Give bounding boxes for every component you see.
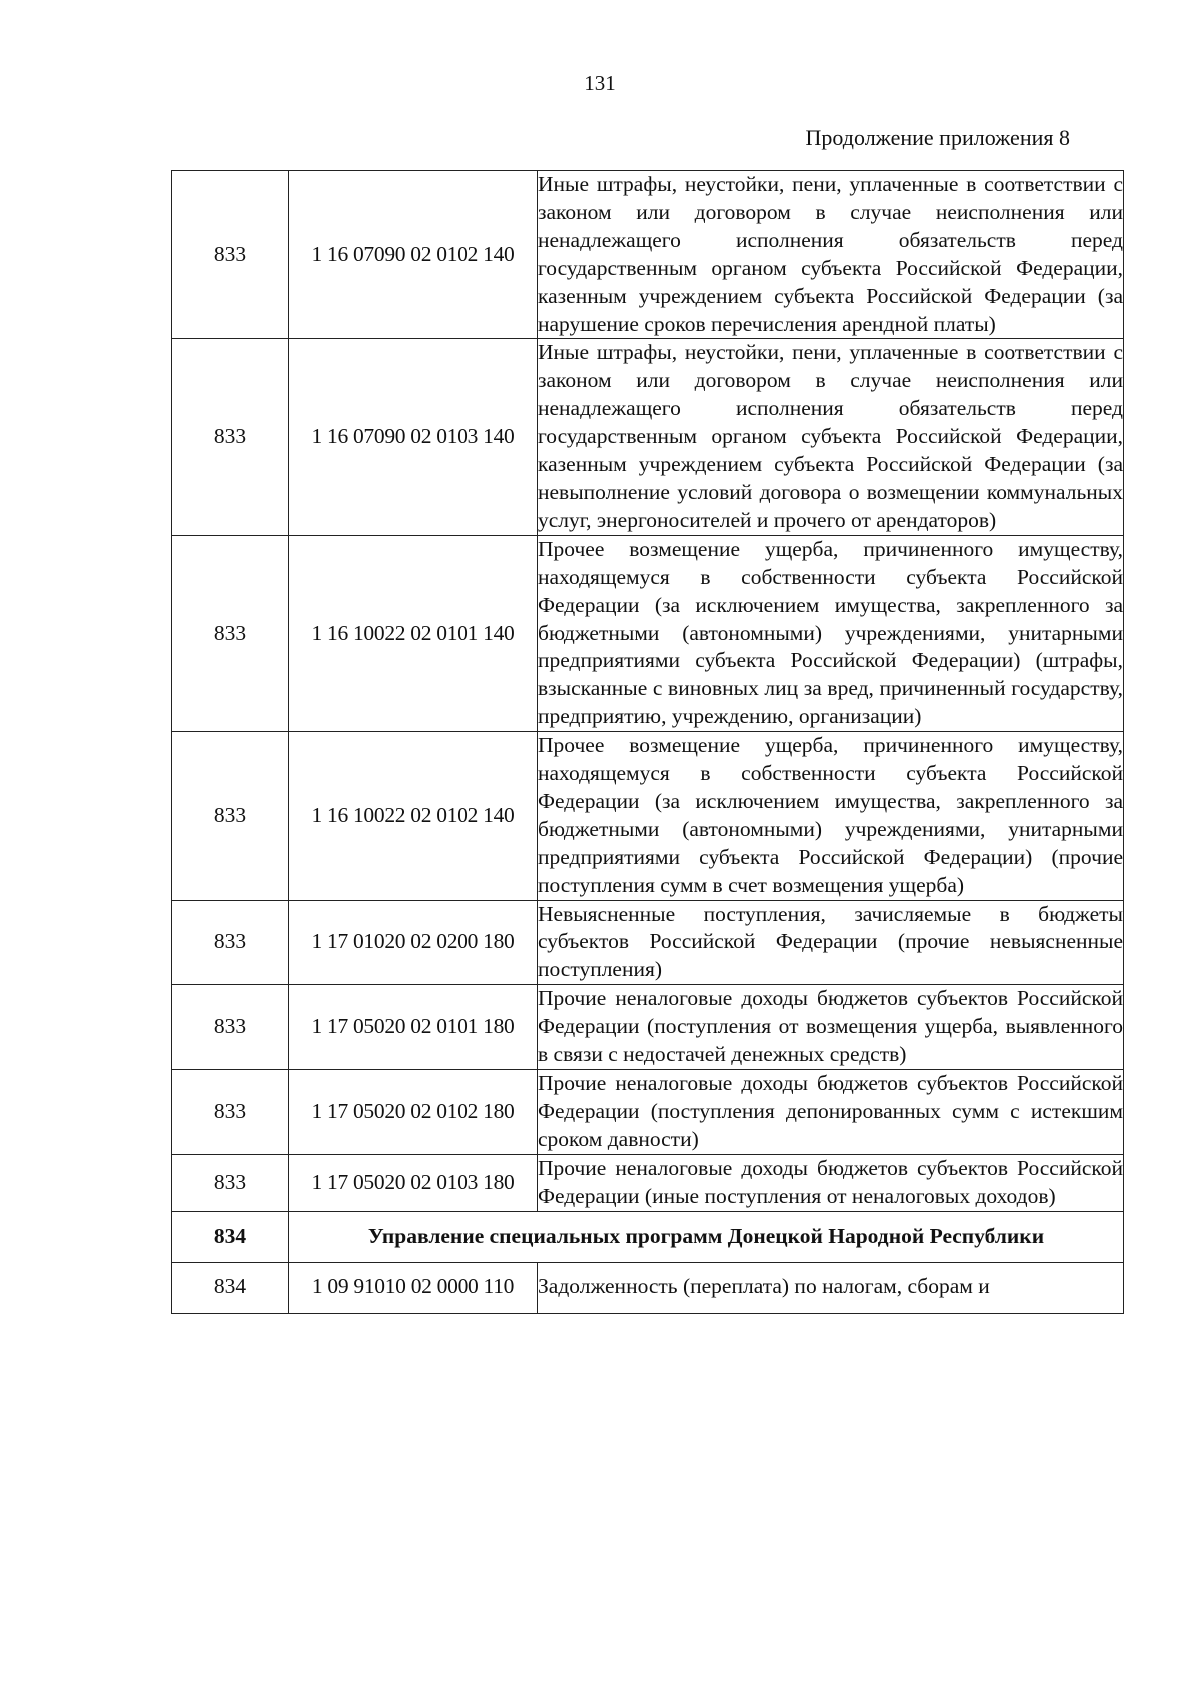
page-number: 131	[584, 71, 616, 95]
table-row	[172, 1262, 1124, 1313]
section-admin-code: 834	[172, 1211, 289, 1262]
admin-code-cell: 833	[172, 1070, 289, 1155]
budget-code-cell: 1 17 05020 02 0101 180	[289, 985, 538, 1070]
description-cell: Прочее возмещение ущерба, причиненного имуществу, находящемуся в собственности субъекта Российской Федерации (за исключением имущества, закрепленного за бюджетными (автономными) учреждениями, унитарными предприятиями субъекта Российской Федерации) (штрафы, взысканные с виновных лиц за вред, причиненный государству, предприятию, учреждению, организации)	[538, 535, 1124, 731]
admin-code-cell: 833	[172, 171, 289, 339]
table-row	[172, 339, 1124, 535]
admin-code-cell: 834	[172, 1262, 289, 1313]
budget-code-cell: 1 09 91010 02 0000 110	[289, 1262, 538, 1313]
description-cell: Задолженность (переплата) по налогам, сборам и	[538, 1262, 1124, 1313]
table-row	[172, 535, 1124, 731]
section-title: Управление специальных программ Донецкой Народной Республики	[289, 1211, 1124, 1262]
budget-codes-table	[171, 170, 1124, 1314]
description-cell: Невыясненные поступления, зачисляемые в бюджеты субъектов Российской Федерации (прочие невыясненные поступления)	[538, 900, 1124, 985]
description-cell: Иные штрафы, неустойки, пени, уплаченные в соответствии с законом или договором в случае неисполнения или ненадлежащего исполнения обязательств перед государственным органом субъекта Российской Федерации, казенным учреждением субъекта Российской Федерации (за нарушение сроков перечисления арендной платы)	[538, 171, 1124, 339]
section-header-row	[172, 1211, 1124, 1262]
admin-code-cell: 833	[172, 339, 289, 535]
table-row	[172, 732, 1124, 900]
admin-code-cell: 833	[172, 985, 289, 1070]
table-row	[172, 900, 1124, 985]
description-cell: Прочие неналоговые доходы бюджетов субъектов Российской Федерации (поступления от возмещения ущерба, выявленного в связи с недостачей денежных средств)	[538, 985, 1124, 1070]
admin-code-cell: 833	[172, 535, 289, 731]
table-row	[172, 1154, 1124, 1211]
table-row	[172, 1070, 1124, 1155]
description-cell: Прочие неналоговые доходы бюджетов субъектов Российской Федерации (иные поступления от неналоговых доходов)	[538, 1154, 1124, 1211]
budget-code-cell: 1 17 05020 02 0103 180	[289, 1154, 538, 1211]
budget-code-cell: 1 16 10022 02 0102 140	[289, 732, 538, 900]
table-row	[172, 171, 1124, 339]
description-cell: Иные штрафы, неустойки, пени, уплаченные в соответствии с законом или договором в случае неисполнения или ненадлежащего исполнения обязательств перед государственным органом субъекта Российской Федерации, казенным учреждением субъекта Российской Федерации (за невыполнение условий договора о возмещении коммунальных услуг, энергоносителей и прочего от арендаторов)	[538, 339, 1124, 535]
budget-code-cell: 1 17 01020 02 0200 180	[289, 900, 538, 985]
budget-code-cell: 1 17 05020 02 0102 180	[289, 1070, 538, 1155]
admin-code-cell: 833	[172, 732, 289, 900]
appendix-continuation-title: Продолжение приложения 8	[805, 125, 1070, 150]
admin-code-cell: 833	[172, 900, 289, 985]
table-row	[172, 985, 1124, 1070]
admin-code-cell: 833	[172, 1154, 289, 1211]
table-body	[172, 171, 1124, 1314]
budget-code-cell: 1 16 07090 02 0103 140	[289, 339, 538, 535]
budget-code-cell: 1 16 10022 02 0101 140	[289, 535, 538, 731]
description-cell: Прочее возмещение ущерба, причиненного имуществу, находящемуся в собственности субъекта Российской Федерации (за исключением имущества, закрепленного за бюджетными (автономными) учреждениями, унитарными предприятиями субъекта Российской Федерации) (прочие поступления сумм в счет возмещения ущерба)	[538, 732, 1124, 900]
budget-code-cell: 1 16 07090 02 0102 140	[289, 171, 538, 339]
description-cell: Прочие неналоговые доходы бюджетов субъектов Российской Федерации (поступления депонированных сумм с истекшим сроком давности)	[538, 1070, 1124, 1155]
